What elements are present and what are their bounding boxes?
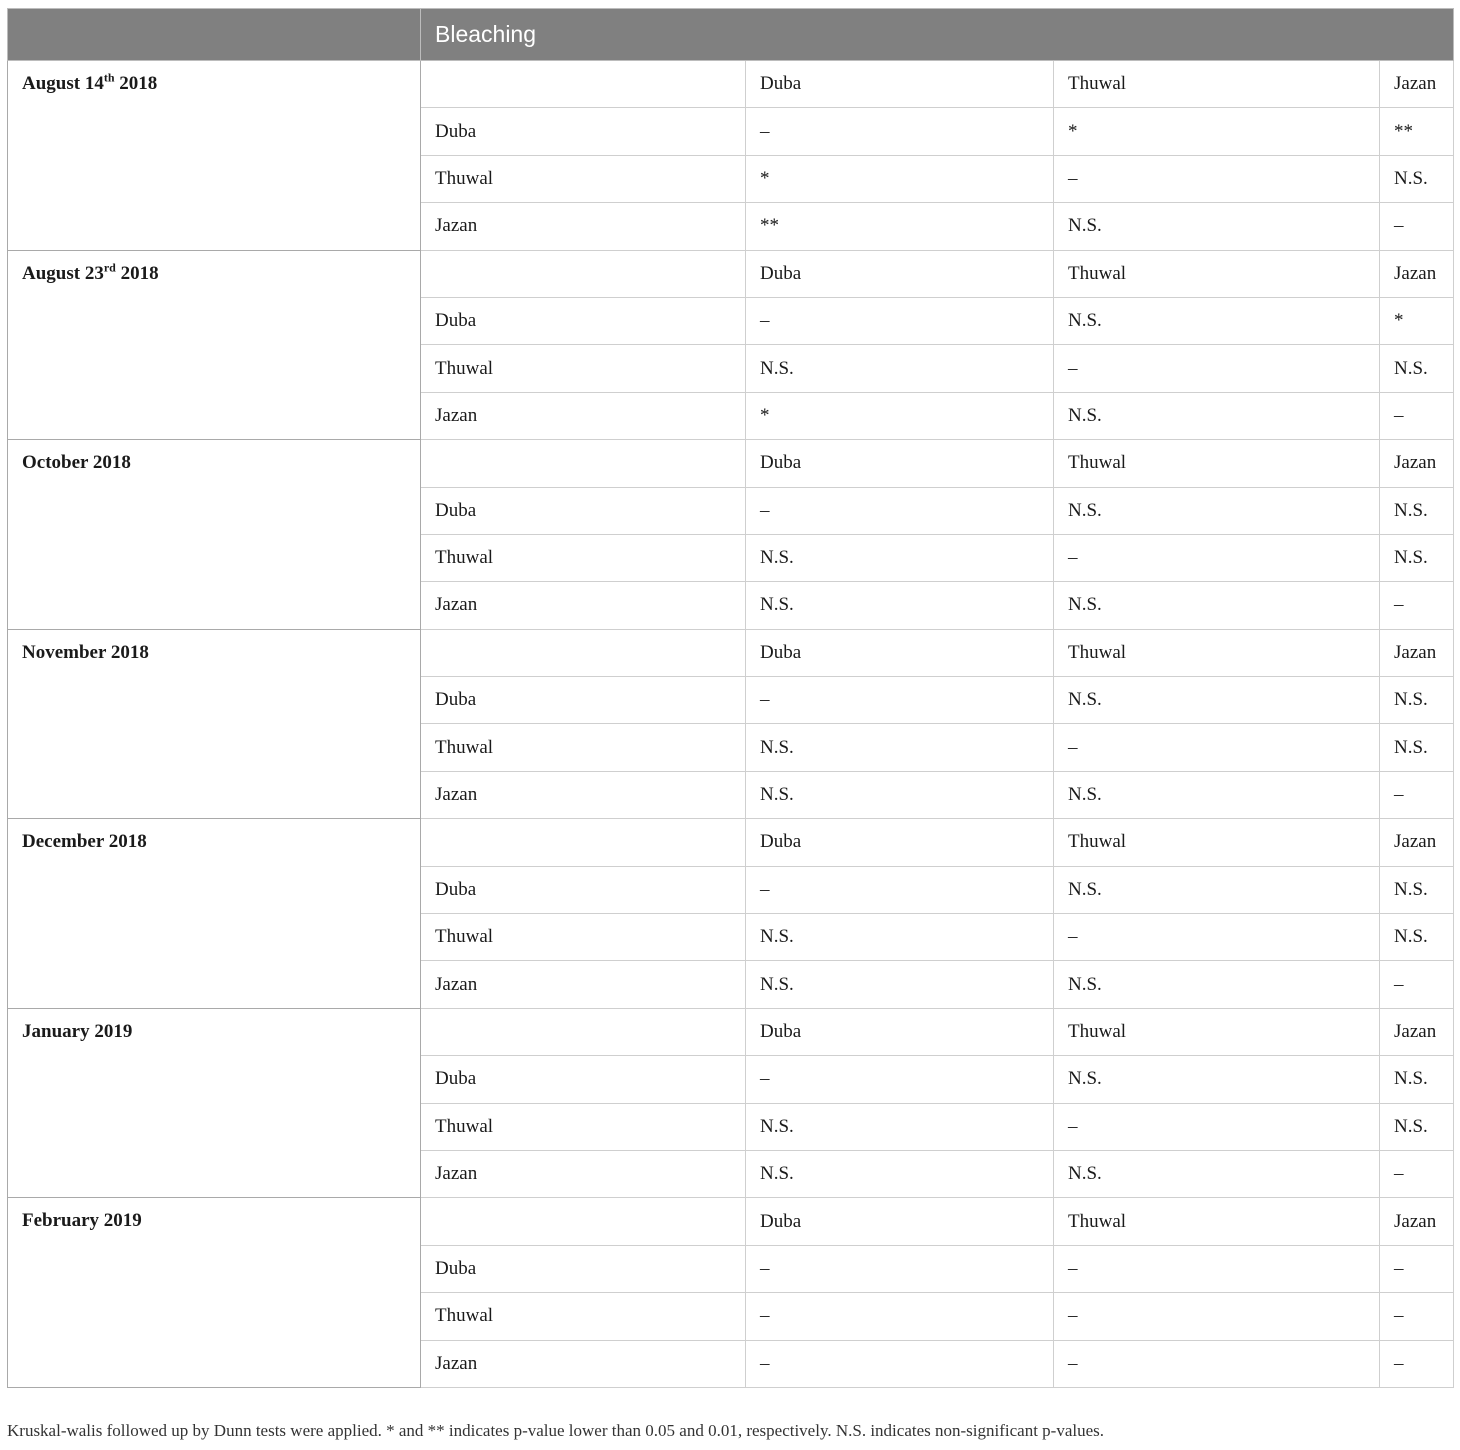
significance-cell: N.S. (746, 582, 1054, 629)
significance-cell: N.S. (746, 1150, 1054, 1197)
column-header-cell: Thuwal (1054, 1198, 1380, 1245)
significance-cell: – (1054, 914, 1380, 961)
significance-cell: N.S. (1054, 1056, 1380, 1103)
column-header-cell: Jazan (1380, 819, 1454, 866)
column-header-cell: Jazan (1380, 61, 1454, 108)
column-header-cell: Duba (746, 61, 1054, 108)
row-site-label: Jazan (421, 1340, 746, 1387)
empty-corner-cell (421, 1008, 746, 1055)
significance-cell: – (1380, 1340, 1454, 1387)
date-ordinal-suffix: th (103, 70, 115, 85)
row-site-label: Jazan (421, 582, 746, 629)
row-site-label: Thuwal (421, 534, 746, 581)
significance-cell: N.S. (1380, 914, 1454, 961)
significance-cell: N.S. (1054, 203, 1380, 250)
group-header-row (8, 440, 1454, 487)
significance-cell: N.S. (1380, 345, 1454, 392)
row-site-label: Duba (421, 297, 746, 344)
significance-cell: N.S. (1380, 487, 1454, 534)
date-cell (8, 1198, 421, 1388)
date-label: August 14 (22, 73, 104, 94)
significance-cell: – (1380, 961, 1454, 1008)
significance-cell: N.S. (1054, 677, 1380, 724)
significance-cell: N.S. (746, 961, 1054, 1008)
column-header-cell: Duba (746, 1198, 1054, 1245)
significance-cell: – (746, 866, 1054, 913)
date-label: February 2019 (22, 1210, 142, 1232)
table-body (8, 61, 1454, 1388)
date-year: 2018 (114, 73, 158, 94)
empty-corner-cell (421, 629, 746, 676)
date-label: November 2018 (22, 641, 149, 663)
significance-cell: – (746, 1340, 1054, 1387)
significance-cell: – (746, 1245, 1054, 1292)
significance-cell: – (1054, 724, 1380, 771)
group-header-row (8, 629, 1454, 676)
date-year: 2018 (115, 262, 159, 284)
significance-cell: – (1380, 771, 1454, 818)
row-site-label: Thuwal (421, 724, 746, 771)
significance-cell: – (746, 297, 1054, 344)
column-header-cell: Duba (746, 1008, 1054, 1055)
row-site-label: Duba (421, 866, 746, 913)
date-label: October 2018 (22, 452, 131, 474)
column-header-cell: Thuwal (1054, 61, 1380, 108)
empty-corner-cell (421, 819, 746, 866)
significance-cell: – (1380, 1293, 1454, 1340)
significance-cell: – (1054, 1103, 1380, 1150)
significance-cell: – (1054, 1293, 1380, 1340)
dunn-test-table (7, 8, 1454, 1388)
row-site-label: Duba (421, 1245, 746, 1292)
row-site-label: Thuwal (421, 1293, 746, 1340)
row-site-label: Duba (421, 487, 746, 534)
significance-cell: N.S. (1054, 582, 1380, 629)
significance-cell: N.S. (1054, 866, 1380, 913)
column-header-cell: Jazan (1380, 440, 1454, 487)
significance-cell: N.S. (746, 534, 1054, 581)
table-header-row (8, 9, 1454, 61)
date-cell (8, 440, 421, 630)
row-site-label: Jazan (421, 203, 746, 250)
row-site-label: Thuwal (421, 1103, 746, 1150)
row-site-label: Thuwal (421, 345, 746, 392)
date-cell (8, 250, 421, 440)
row-site-label: Thuwal (421, 914, 746, 961)
date-cell (8, 629, 421, 819)
significance-cell: N.S. (1054, 392, 1380, 439)
significance-cell: N.S. (746, 1103, 1054, 1150)
column-header-cell: Thuwal (1054, 819, 1380, 866)
significance-cell: – (1380, 582, 1454, 629)
column-header-cell: Duba (746, 250, 1054, 297)
column-header-cell: Duba (746, 440, 1054, 487)
empty-corner-cell (421, 61, 746, 108)
column-header-cell: Thuwal (1054, 440, 1380, 487)
significance-cell: – (1380, 392, 1454, 439)
significance-cell: N.S. (1380, 1056, 1454, 1103)
group-header-row (8, 1198, 1454, 1245)
table-footnote: Kruskal-walis followed up by Dunn tests were applied. * and ** indicates p-value lower than 0.05 and 0.01, respectively. N.S. indicates non-significant p-values. (7, 1421, 1105, 1440)
date-cell (8, 1008, 421, 1198)
significance-cell: – (746, 677, 1054, 724)
row-site-label: Duba (421, 677, 746, 724)
header-bleaching: Bleaching (421, 9, 1454, 61)
empty-corner-cell (421, 250, 746, 297)
significance-cell: N.S. (746, 914, 1054, 961)
column-header-cell: Jazan (1380, 629, 1454, 676)
group-header-row (8, 1008, 1454, 1055)
significance-cell: – (746, 1056, 1054, 1103)
group-header-row (8, 819, 1454, 866)
significance-cell: N.S. (746, 724, 1054, 771)
significance-cell: N.S. (1054, 487, 1380, 534)
significance-cell: N.S. (1380, 677, 1454, 724)
significance-cell: – (1380, 1245, 1454, 1292)
significance-cell: N.S. (746, 345, 1054, 392)
row-site-label: Duba (421, 1056, 746, 1103)
date-label: August 23 (22, 262, 104, 284)
row-site-label: Jazan (421, 392, 746, 439)
row-site-label: Jazan (421, 961, 746, 1008)
date-label: January 2019 (22, 1020, 133, 1042)
row-site-label: Thuwal (421, 155, 746, 202)
column-header-cell: Duba (746, 629, 1054, 676)
significance-cell: N.S. (1380, 1103, 1454, 1150)
date-cell (8, 819, 421, 1009)
significance-cell: – (1054, 1340, 1380, 1387)
column-header-cell: Jazan (1380, 1008, 1454, 1055)
significance-cell: – (746, 108, 1054, 155)
significance-cell: N.S. (1054, 771, 1380, 818)
header-empty-cell (8, 9, 421, 61)
significance-cell: * (1380, 297, 1454, 344)
column-header-cell: Jazan (1380, 250, 1454, 297)
significance-cell: N.S. (1380, 534, 1454, 581)
significance-cell: – (746, 487, 1054, 534)
significance-cell: – (1054, 345, 1380, 392)
column-header-cell: Thuwal (1054, 250, 1380, 297)
significance-cell: ** (746, 203, 1054, 250)
column-header-cell: Thuwal (1054, 1008, 1380, 1055)
empty-corner-cell (421, 440, 746, 487)
date-cell (8, 61, 421, 251)
significance-cell: ** (1380, 108, 1454, 155)
significance-cell: N.S. (1380, 724, 1454, 771)
group-header-row (8, 61, 1454, 108)
date-label: December 2018 (22, 831, 147, 853)
significance-cell: N.S. (1054, 297, 1380, 344)
significance-cell: N.S. (1380, 155, 1454, 202)
group-header-row (8, 250, 1454, 297)
significance-cell: – (1380, 203, 1454, 250)
column-header-cell: Thuwal (1054, 629, 1380, 676)
significance-cell: * (746, 392, 1054, 439)
date-ordinal-suffix: rd (103, 260, 116, 275)
significance-cell: – (1380, 1150, 1454, 1197)
significance-cell: * (1054, 108, 1380, 155)
column-header-cell: Duba (746, 819, 1054, 866)
column-header-cell: Jazan (1380, 1198, 1454, 1245)
row-site-label: Duba (421, 108, 746, 155)
significance-cell: – (1054, 155, 1380, 202)
row-site-label: Jazan (421, 771, 746, 818)
significance-cell: N.S. (1054, 1150, 1380, 1197)
significance-cell: * (746, 155, 1054, 202)
empty-corner-cell (421, 1198, 746, 1245)
significance-cell: – (746, 1293, 1054, 1340)
significance-cell: – (1054, 1245, 1380, 1292)
significance-cell: N.S. (746, 771, 1054, 818)
significance-cell: – (1054, 534, 1380, 581)
row-site-label: Jazan (421, 1150, 746, 1197)
significance-cell: N.S. (1054, 961, 1380, 1008)
significance-cell: N.S. (1380, 866, 1454, 913)
